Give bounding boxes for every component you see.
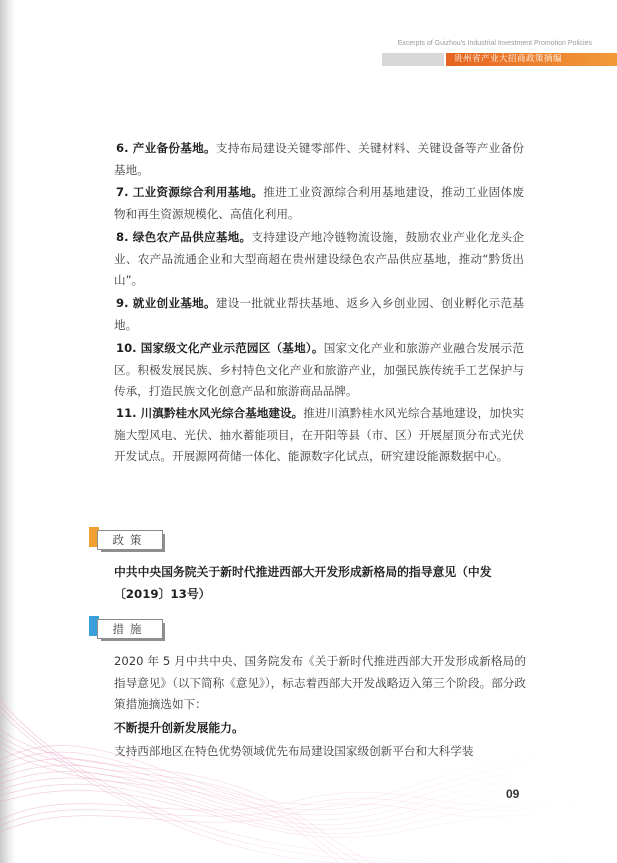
- list-item: [114, 227, 524, 292]
- item-title: 11. 川滇黔桂水风光综合基地建设。: [116, 406, 304, 420]
- policy-title: 中共中央国务院关于新时代推进西部大开发形成新格局的指导意见（中发〔2019〕13号）: [114, 565, 492, 601]
- page-number: 09: [506, 787, 520, 801]
- list-item: [114, 138, 524, 181]
- item-body: 国家文化产业和旅游产业融合发展示范区。积极发展民族、乡村特色文化产业和旅游产业，加强民族传统手工艺保护与传承，打造民族文化创意产品和旅游商品品牌。: [114, 341, 524, 398]
- item-body: 推进川滇黔桂水风光综合基地建设，加快实施大型风电、光伏、抽水蓄能项目，在开阳等县（市、区）开展屋顶分布式光伏开发试点。开展源网荷储一体化、能源数字化试点，研究建设能源数据中心。: [114, 406, 524, 463]
- item-title: 7. 工业资源综合利用基地。: [116, 185, 264, 199]
- item-title: 9. 就业创业基地。: [116, 296, 216, 310]
- item-title: 10. 国家级文化产业示范园区（基地）。: [116, 341, 324, 355]
- item-title: 6. 产业备份基地。: [116, 141, 216, 155]
- measures-tag: [89, 616, 163, 640]
- measures-tag-label: 措施: [97, 619, 163, 639]
- last-paragraph: 支持西部地区在特色优势领域优先布局建设国家级创新平台和大科学装: [114, 744, 474, 758]
- header-grey-bar: [382, 53, 444, 66]
- item-body: 推进工业资源综合利用基地建设，推动工业固体废物和再生资源规模化、高值化利用。: [114, 185, 524, 221]
- measures-intro: 2020 年 5 月中共中央、国务院发布《关于新时代推进西部大开发形成新格局的指导意见》（以下简称《意见》），标志着西部大开发战略迈入第三个阶段。部分政策措施摘选如下：: [114, 654, 526, 711]
- policy-tag-label: 政策: [97, 530, 163, 550]
- item-title: 8. 绿色农产品供应基地。: [116, 230, 252, 244]
- section-subhead: 不断提升创新发展能力。: [114, 721, 244, 735]
- item-body: 建设一批就业帮扶基地、返乡入乡创业园、创业孵化示范基地。: [114, 296, 524, 332]
- decorative-wave-lines: [0, 640, 617, 863]
- policy-tag: [89, 527, 163, 551]
- item-body: 支持建设产地冷链物流设施，鼓励农业产业化龙头企业、农产品流通企业和大型商超在贵州建设绿色农产品供应基地，推动“黔货出山”。: [114, 230, 524, 287]
- list-item: [114, 182, 524, 225]
- item-body: 支持布局建设关键零部件、关键材料、关键设备等产业备份基地。: [114, 141, 524, 177]
- header-chinese-title: 贵州省产业大招商政策摘编: [446, 53, 617, 66]
- list-item: [114, 293, 524, 336]
- list-item: [114, 338, 524, 403]
- header-english-title: Excerpts of Guizhou's Industrial Investment Promotion Policies: [397, 40, 592, 47]
- list-item: [114, 403, 524, 468]
